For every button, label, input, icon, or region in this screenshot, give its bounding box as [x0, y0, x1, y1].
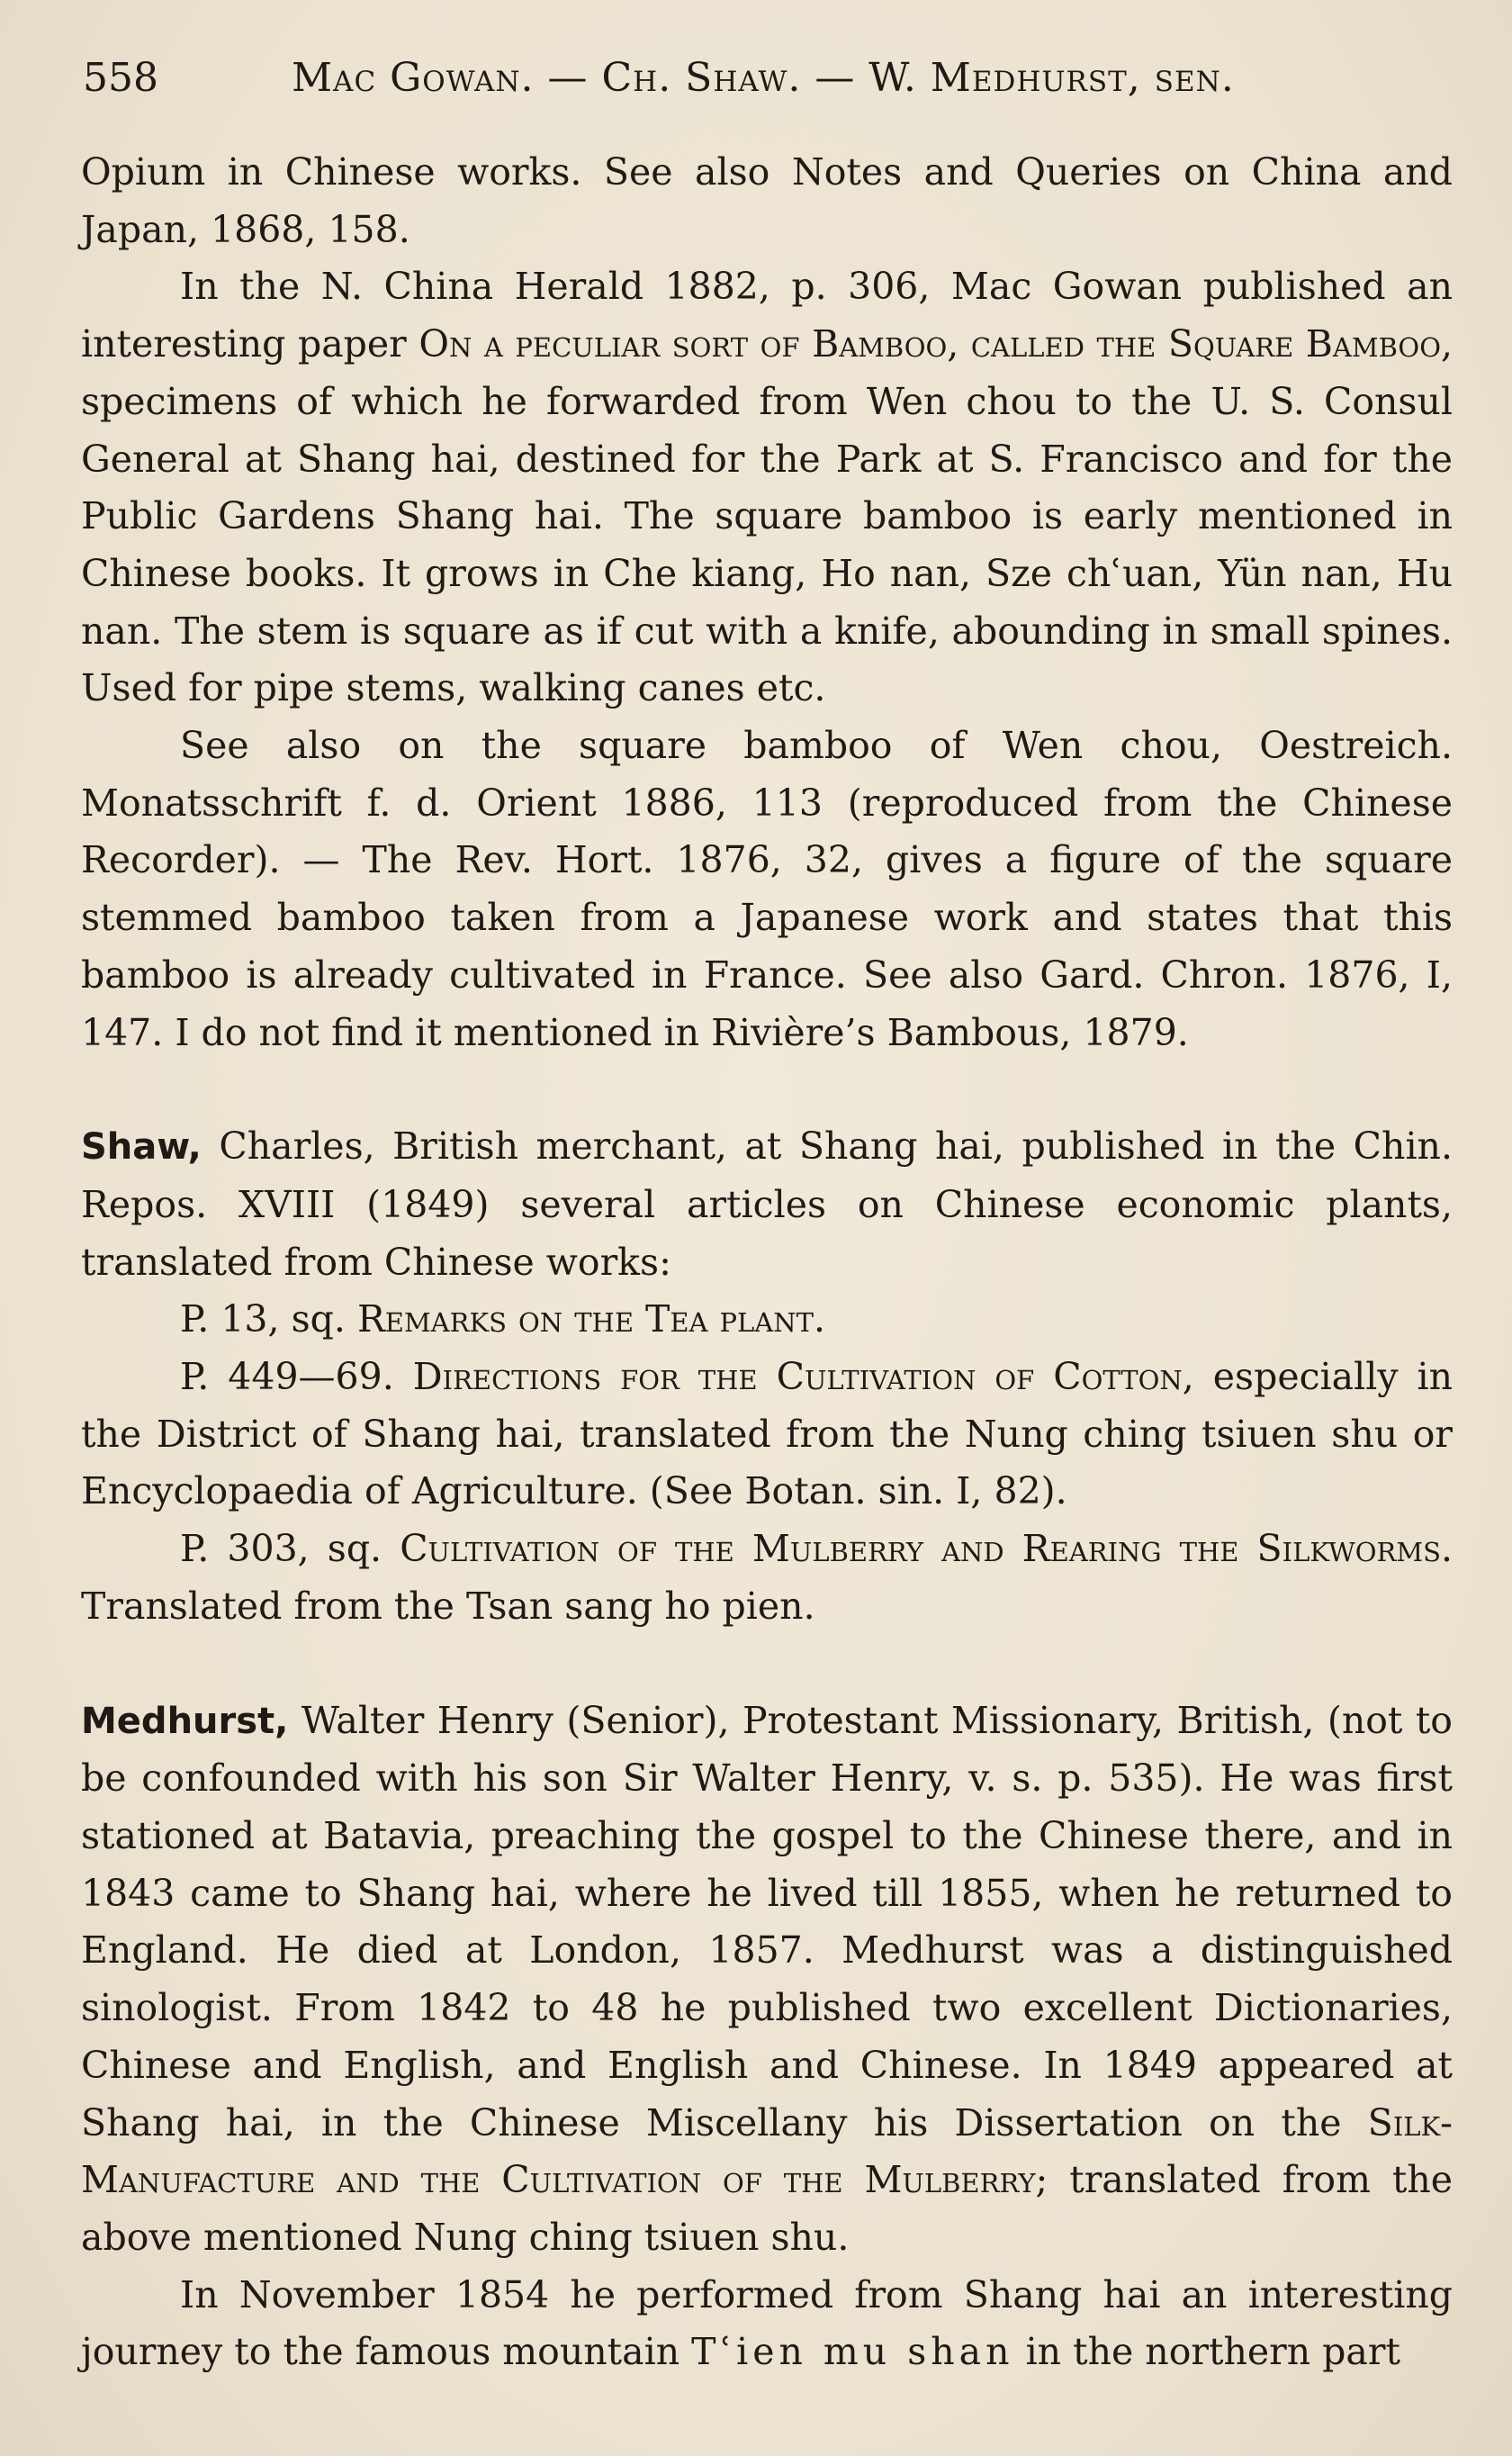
- shaw-item-cotton: P. 449—69. Directions for the Cultivation of Cotton, especially in the District of Shang hai, translated from the Nung ching tsiuen shu or Encyclopaedia of Agriculture. (See Botan. sin. I, 82).: [81, 1355, 1453, 1513]
- paragraph-square-bamboo: In the N. China Herald 1882, p. 306, Mac Gowan published an interesting paper On a peculiar sort of Bamboo, called the Square Bamboo, specimens of which he forwarded from Wen chou to the U. S. Consul General at Shang hai, destined for the Park at S. Francisco and for the Public Gardens Shang hai. The square bamboo is early mentioned in Chinese books. It grows in Che kiang, Ho nan, Sze chʿuan, Yün nan, Hu nan. The stem is square as if cut with a knife, abounding in small spines. Used for pipe stems, walking canes etc.: [81, 265, 1454, 710]
- article-title-cotton: Directions for the Cultivation of Cotton: [412, 1355, 1183, 1399]
- entry-name-medhurst: Medhurst,: [81, 1700, 289, 1742]
- running-head: Mac Gowan. — Ch. Shaw. — W. Medhurst, sen.: [292, 55, 1235, 101]
- place-name-tien-mu-shan: Tʿien mu shan: [691, 2330, 1014, 2374]
- entry-name-shaw: Shaw,: [81, 1126, 202, 1169]
- shaw-item-mulberry: P. 303, sq. Cultivation of the Mulberry and Rearing the Silkworms. Translated from the Tsan sang ho pien.: [81, 1527, 1453, 1628]
- article-title-silk-manufacture: Silk-Manufacture and the Cultivation of the Mulberry: [81, 2100, 1453, 2202]
- entry-medhurst: Medhurst, Walter Henry (Senior), Protestant Missionary, British, (not to be confounded with his son Sir Walter Henry, v. s. p. 535). He was first stationed at Batavia, preaching the gospel to the Chinese there, and in 1843 came to Shang hai, where he lived till 1855, when he returned to England. He died at London, 1857. Medhurst was a distinguished sinologist. From 1842 to 48 he published two excellent Dictionaries, Chinese and English, and English and Chinese. In 1849 appeared at Shang hai, in the Chinese Miscellany his Dissertation on the Silk-Manufacture and the Cultivation of the Mulberry; translated from the above mentioned Nung ching tsiuen shu.: [81, 1698, 1453, 2259]
- shaw-item-tea: P. 13, sq. Remarks on the Tea plant.: [180, 1297, 825, 1341]
- entry-shaw: Shaw, Charles, British merchant, at Shang hai, published in the Chin. Repos. XVIII (1849) several articles on Chinese economic plants, translated from Chinese works:: [81, 1124, 1453, 1284]
- body-text: [81, 144, 1453, 2381]
- article-title-mulberry: Cultivation of the Mulberry and Rearing the Silkworms: [400, 1527, 1441, 1571]
- paragraph-square-bamboo-references: See also on the square bamboo of Wen chou, Oestreich. Monatsschrift f. d. Orient 1886, 113 (reproduced from the Chinese Recorder). — The Rev. Hort. 1876, 32, gives a figure of the square stemmed bamboo taken from a Japanese work and states that this bamboo is already cultivated in France. See also Gard. Chron. 1876, I, 147. I do not find it mentioned in Rivière’s Bambous, 1879.: [81, 724, 1453, 1054]
- page-header: [83, 47, 1451, 110]
- page-number: 558: [83, 55, 158, 101]
- paragraph-tien-mu-shan: In November 1854 he performed from Shang hai an interesting journey to the famous mountain Tʿien mu shan in the northern part: [81, 2272, 1453, 2374]
- article-title-square-bamboo: On a peculiar sort of Bamboo, called the Square Bamboo: [418, 322, 1441, 366]
- article-title-tea: Remarks on the Tea plant.: [356, 1297, 825, 1341]
- paragraph-opium-continuation: Opium in Chinese works. See also Notes and Queries on China and Japan, 1868, 158.: [81, 150, 1453, 251]
